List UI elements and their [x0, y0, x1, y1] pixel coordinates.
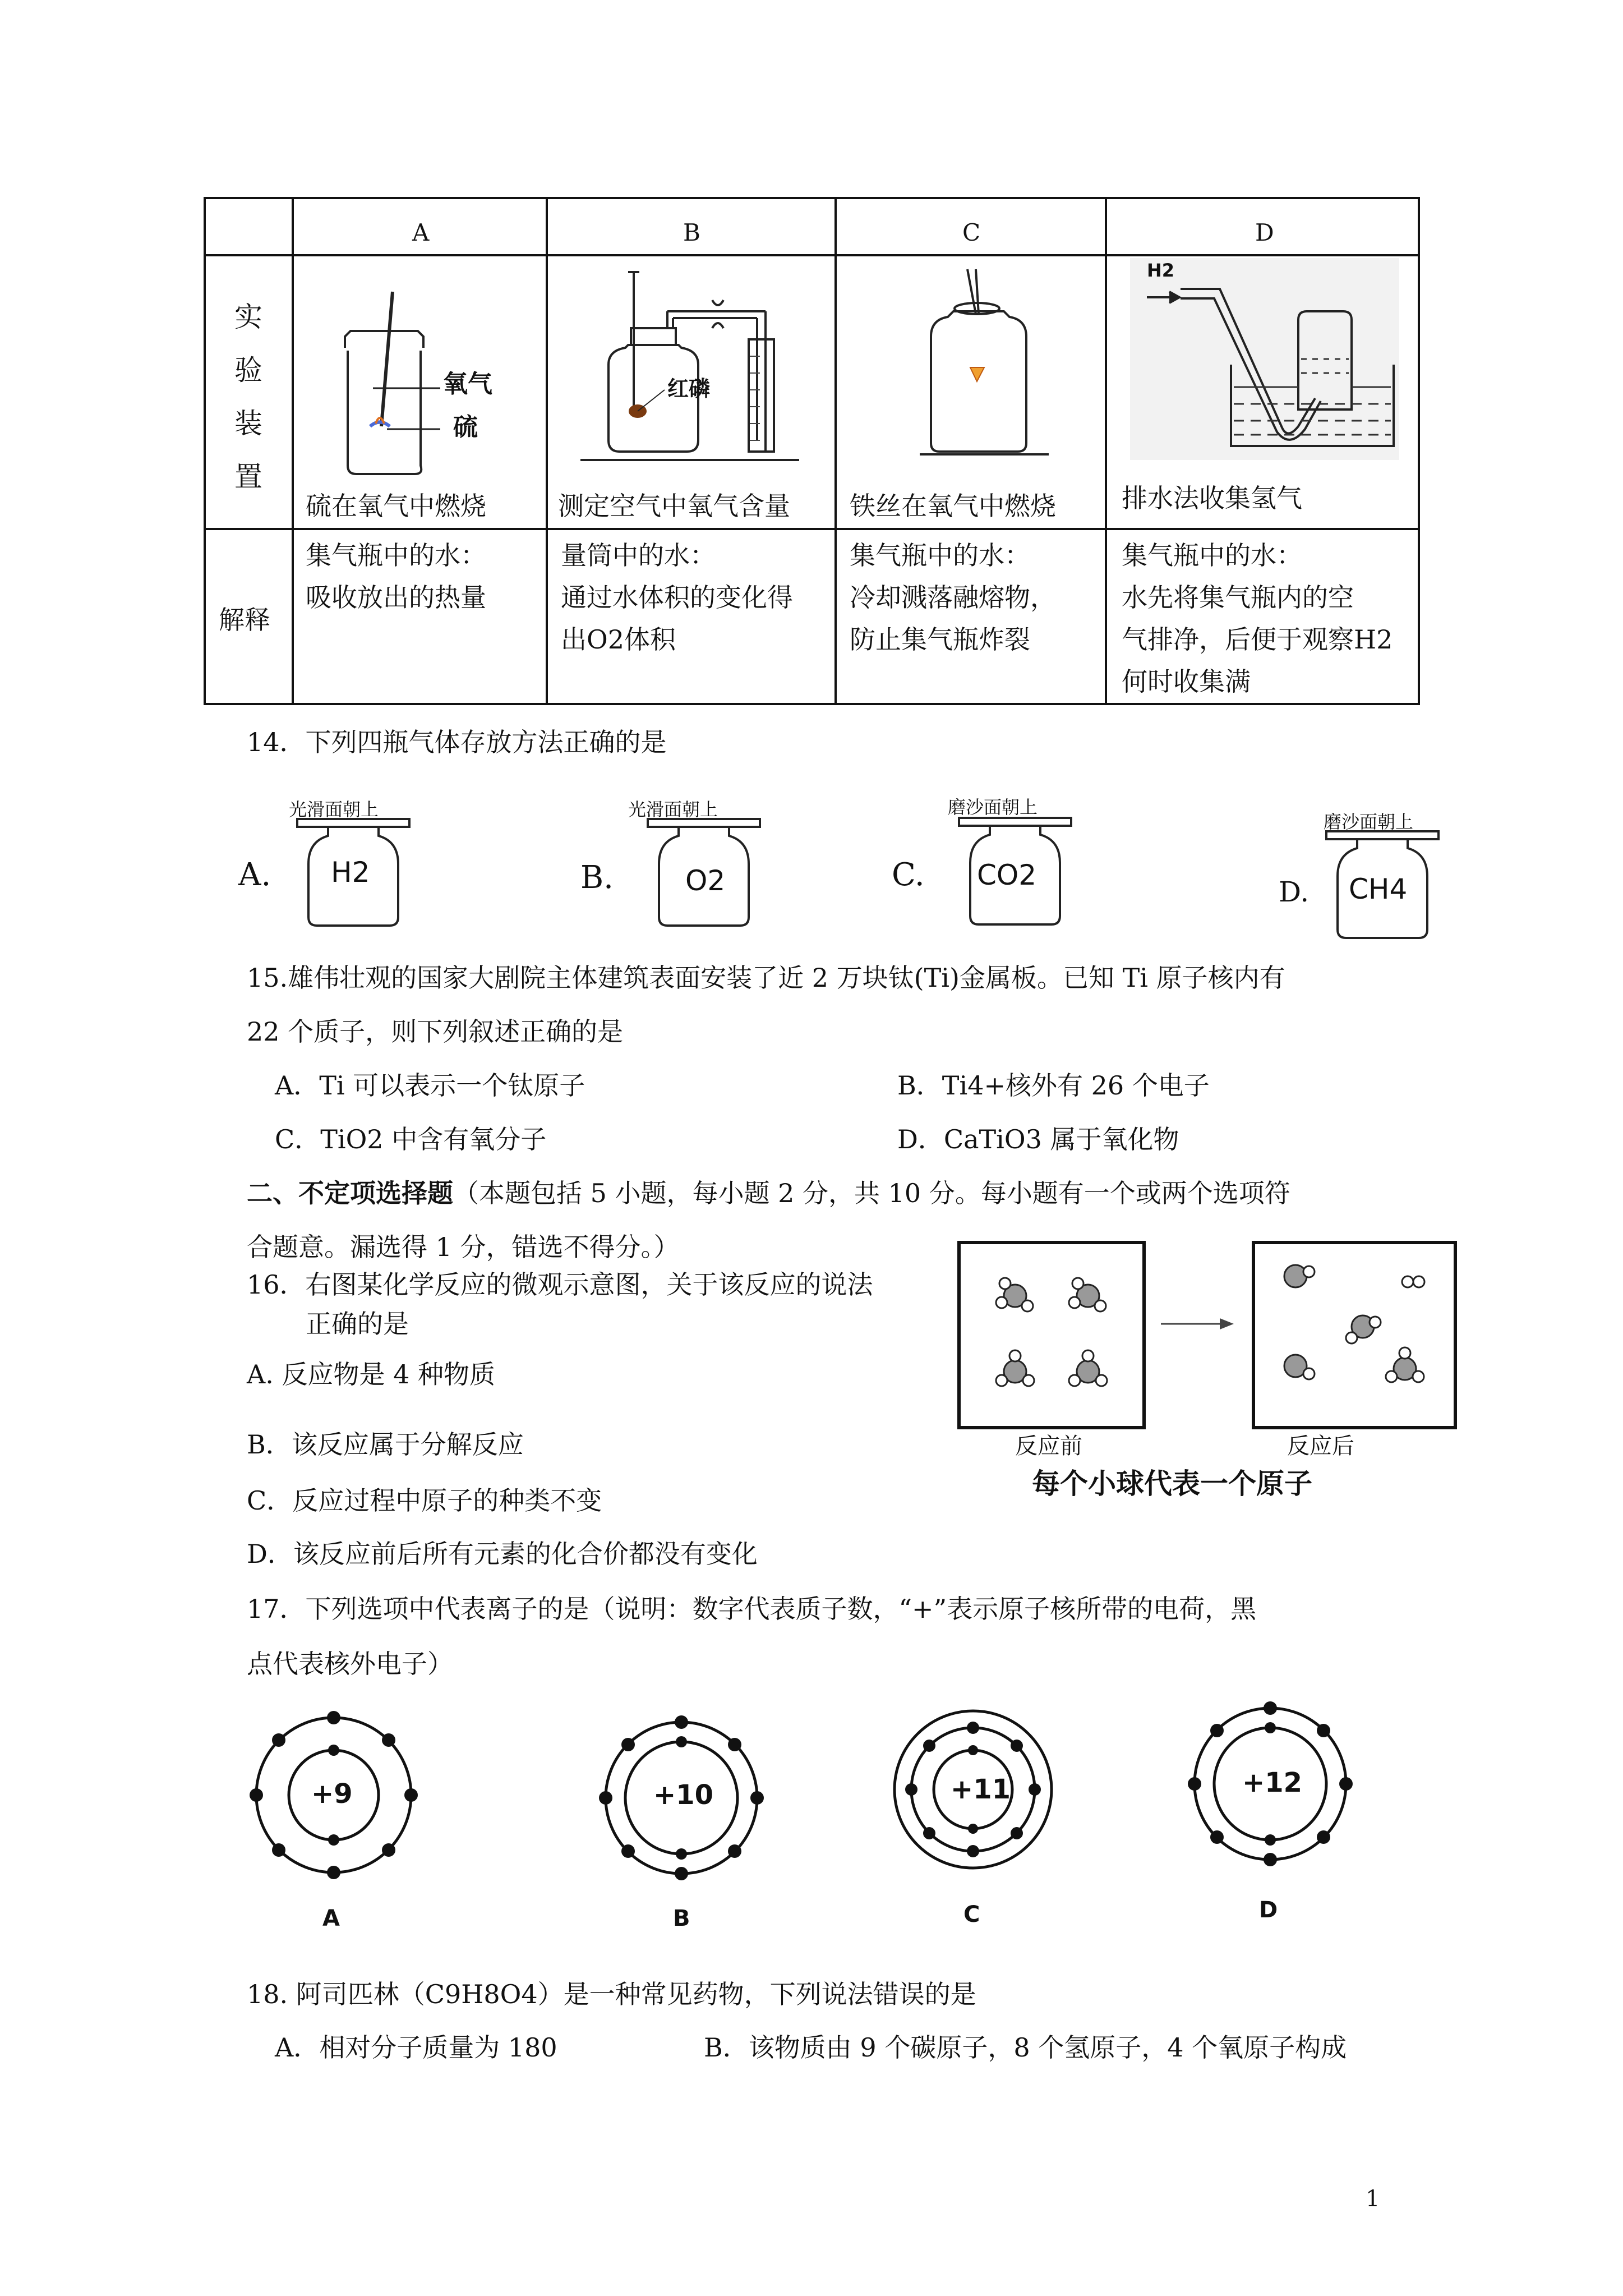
row-label-char: 实 [234, 301, 262, 333]
gas-label: CH4 [1349, 873, 1408, 905]
explanation-b: 出O2体积 [561, 624, 676, 655]
explanation-c: 集气瓶中的水： [850, 540, 1030, 570]
explanation-b: 通过水体积的变化得 [561, 582, 793, 613]
explanation-c: 冷却溅落融熔物， [850, 582, 1056, 613]
question-16-option-a: A. 反应物是 4 种物质 [247, 1359, 495, 1389]
option-letter: A. [238, 857, 271, 893]
gas-bottle-a [297, 819, 443, 965]
question-18-stem: 18. 阿司匹林（C9H8O4）是一种常见药物，下列说法错误的是 [247, 1979, 976, 2009]
question-17-line1: 17．下列选项中代表离子的是（说明：数字代表质子数，“+”表示原子核所带的电荷，黑 [247, 1594, 1257, 1624]
section-2-line2: 合题意。漏选得 1 分，错选不得分。） [247, 1232, 680, 1262]
question-14-stem: 14．下列四瓶气体存放方法正确的是 [247, 727, 667, 757]
question-16-line2: 正确的是 [306, 1309, 409, 1339]
question-15-option-d: D．CaTiO3 属于氧化物 [897, 1124, 1179, 1154]
option-letter: D. [1279, 876, 1310, 908]
row-label-char: 验 [234, 354, 262, 386]
col-header-b: B [683, 219, 700, 246]
reaction-micro-diagram [953, 1234, 1481, 1503]
gas-label: CO2 [977, 859, 1037, 891]
bottle-top-label: 磨沙面朝上 [1324, 811, 1414, 832]
question-18-option-b: B．该物质由 9 个碳原子，8 个氢原子，4 个氧原子构成 [704, 2032, 1347, 2063]
explanation-d: 气排净，后便于观察H2 [1122, 624, 1393, 655]
bottle-top-label: 磨沙面朝上 [948, 797, 1038, 818]
question-16-option-c: C．反应过程中原子的种类不变 [247, 1485, 602, 1516]
atom-charge-c: +11 [951, 1774, 1011, 1805]
bottle-top-label: 光滑面朝上 [289, 799, 379, 820]
question-15-option-a: A．Ti 可以表示一个钛原子 [275, 1070, 585, 1101]
question-16-option-b: B．该反应属于分解反应 [247, 1429, 524, 1460]
question-15-option-b: B．Ti4+核外有 26 个电子 [897, 1070, 1210, 1101]
diagram-legend: 每个小球代表一个原子 [1032, 1467, 1312, 1500]
question-15-line1: 15.雄伟壮观的国家大剧院主体建筑表面安装了近 2 万块钛(Ti)金属板。已知 Ti 原子核内有 [247, 963, 1285, 993]
question-18-option-a: A．相对分子质量为 180 [275, 2032, 557, 2063]
explanation-a: 吸收放出的热量 [306, 582, 486, 613]
explanation-c: 防止集气瓶炸裂 [850, 624, 1030, 655]
explanation-a: 集气瓶中的水： [306, 540, 486, 570]
row-label-char: 置 [234, 461, 262, 493]
label-red-phosphorus: 红磷 [667, 376, 711, 401]
question-15-line2: 22 个质子，则下列叙述正确的是 [247, 1016, 624, 1047]
bottle-top-label: 光滑面朝上 [628, 799, 718, 820]
gas-label: H2 [331, 856, 370, 889]
label-sulfur: 硫 [453, 413, 478, 441]
gas-label: O2 [685, 864, 726, 897]
question-15-option-c: C．TiO2 中含有氧分子 [275, 1124, 547, 1154]
label-before-reaction: 反应前 [1015, 1433, 1082, 1459]
row-label-explain: 解释 [219, 605, 270, 635]
row-label-char: 装 [234, 407, 262, 440]
label-h2-arrow: H2 [1147, 260, 1175, 281]
explanation-b: 量筒中的水： [561, 540, 716, 570]
caption-d: 排水法收集氢气 [1122, 483, 1302, 513]
col-header-a: A [412, 219, 430, 246]
caption-a: 硫在氧气中燃烧 [306, 491, 486, 521]
atom-label-a: A [322, 1906, 340, 1931]
col-header-c: C [962, 219, 981, 246]
atom-label-d: D [1259, 1897, 1278, 1923]
page-number: 1 [1366, 2186, 1380, 2212]
question-16-option-d: D．该反应前后所有元素的化合价都没有变化 [247, 1539, 758, 1569]
question-17-line2: 点代表核外电子） [247, 1649, 453, 1679]
col-header-d: D [1255, 219, 1274, 246]
atom-label-b: B [673, 1906, 690, 1931]
atom-charge-a: +9 [311, 1778, 353, 1810]
option-letter: C. [892, 857, 925, 893]
option-letter: B. [580, 859, 614, 896]
explanation-d: 何时收集满 [1122, 666, 1251, 697]
label-after-reaction: 反应后 [1287, 1433, 1354, 1459]
atom-label-c: C [963, 1902, 980, 1927]
label-oxygen: 氧气 [443, 370, 492, 398]
question-16-line1: 16．右图某化学反应的微观示意图，关于该反应的说法 [247, 1269, 873, 1300]
atom-charge-b: +10 [653, 1779, 714, 1811]
hydrogen-collection-apparatus [1130, 258, 1399, 460]
caption-b: 测定空气中氧气含量 [558, 491, 790, 521]
atom-charge-d: +12 [1242, 1767, 1303, 1798]
section-2-title: 二、不定项选择题 [247, 1178, 453, 1208]
section-2-instructions: （本题包括 5 小题，每小题 2 分，共 10 分。每小题有一个或两个选项符 [453, 1178, 1290, 1208]
section-2-line1 [247, 1176, 1290, 1210]
explanation-d: 水先将集气瓶内的空 [1122, 582, 1354, 613]
iron-wire-apparatus [914, 269, 1060, 471]
explanation-d: 集气瓶中的水： [1122, 540, 1302, 570]
caption-c: 铁丝在氧气中燃烧 [850, 491, 1056, 521]
